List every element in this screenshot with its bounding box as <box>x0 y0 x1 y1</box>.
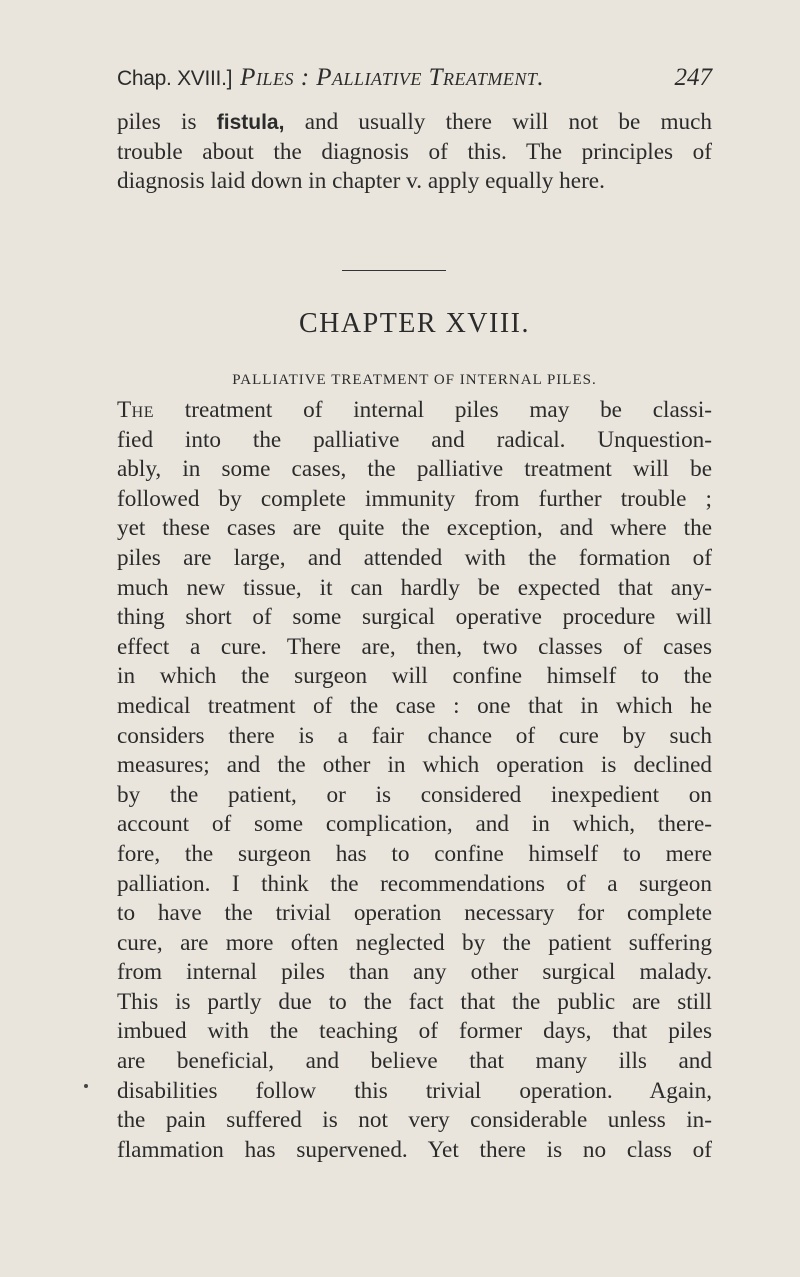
text-line: fore, the surgeon has to confine himself to mere <box>117 840 712 867</box>
top-paragraph <box>117 108 712 197</box>
running-head-title: Piles : Palliative Treatment. <box>240 64 545 91</box>
text-line: by the patient, or is considered inexpedient on <box>117 781 712 808</box>
text-line: imbued with the teaching of former days, that piles <box>117 1018 712 1045</box>
text-fragment: piles is <box>117 109 197 135</box>
text-line: considers there is a fair chance of cure by such <box>117 722 712 749</box>
page-number: 247 <box>674 64 712 91</box>
text-line: piles are large, and attended with the formation of <box>117 544 712 571</box>
text-line: are beneficial, and believe that many ills and <box>117 1048 712 1075</box>
chapter-title: CHAPTER XVIII. <box>299 308 530 339</box>
text-line: cure, are more often neglected by the patient suffering <box>117 929 712 956</box>
bold-term: fistula, <box>216 111 285 134</box>
text-line <box>117 396 712 426</box>
text-line: yet these cases are quite the exception, and where the <box>117 515 712 542</box>
chapter-subtitle: PALLIATIVE TREATMENT OF INTERNAL PILES. <box>232 372 597 388</box>
print-speck <box>84 1084 88 1088</box>
text-fragment: treatment of internal piles may be classi- <box>184 397 712 423</box>
text-line: trouble about the diagnosis of this. The principles of <box>117 138 712 165</box>
text-line: fied into the palliative and radical. Unquestion- <box>117 426 712 453</box>
text-line: palliation. I think the recommendations of a surgeon <box>117 870 712 897</box>
text-line: thing short of some surgical operative procedure will <box>117 604 712 631</box>
text-line <box>117 108 712 138</box>
text-line: much new tissue, it can hardly be expected that any- <box>117 574 712 601</box>
text-line: from internal piles than any other surgical malady. <box>117 959 712 986</box>
main-paragraph <box>117 396 712 1165</box>
text-line: disabilities follow this trivial operation. Again, <box>117 1077 712 1104</box>
text-line: measures; and the other in which operation is declined <box>117 752 712 779</box>
text-line: ably, in some cases, the palliative treatment will be <box>117 456 712 483</box>
text-line: followed by complete immunity from further trouble ; <box>117 485 712 512</box>
running-head <box>117 64 712 104</box>
text-fragment: and usually there will not be much <box>304 109 713 135</box>
opening-word: The <box>117 397 154 423</box>
text-line: medical treatment of the case : one that in which he <box>117 692 712 719</box>
text-line: diagnosis laid down in chapter v. apply equally here. <box>117 168 605 195</box>
section-divider <box>342 270 446 271</box>
text-line: account of some complication, and in which, there- <box>117 811 712 838</box>
text-line: the pain suffered is not very considerable unless in- <box>117 1107 712 1134</box>
text-line: This is partly due to the fact that the public are still <box>117 988 712 1015</box>
text-line: flammation has supervened. Yet there is no class of <box>117 1136 712 1163</box>
text-line: to have the trivial operation necessary for complete <box>117 900 712 927</box>
running-head-chapter: Chap. XVIII.] <box>117 67 233 90</box>
text-line: effect a cure. There are, then, two classes of cases <box>117 633 712 660</box>
text-line: in which the surgeon will confine himself to the <box>117 663 712 690</box>
